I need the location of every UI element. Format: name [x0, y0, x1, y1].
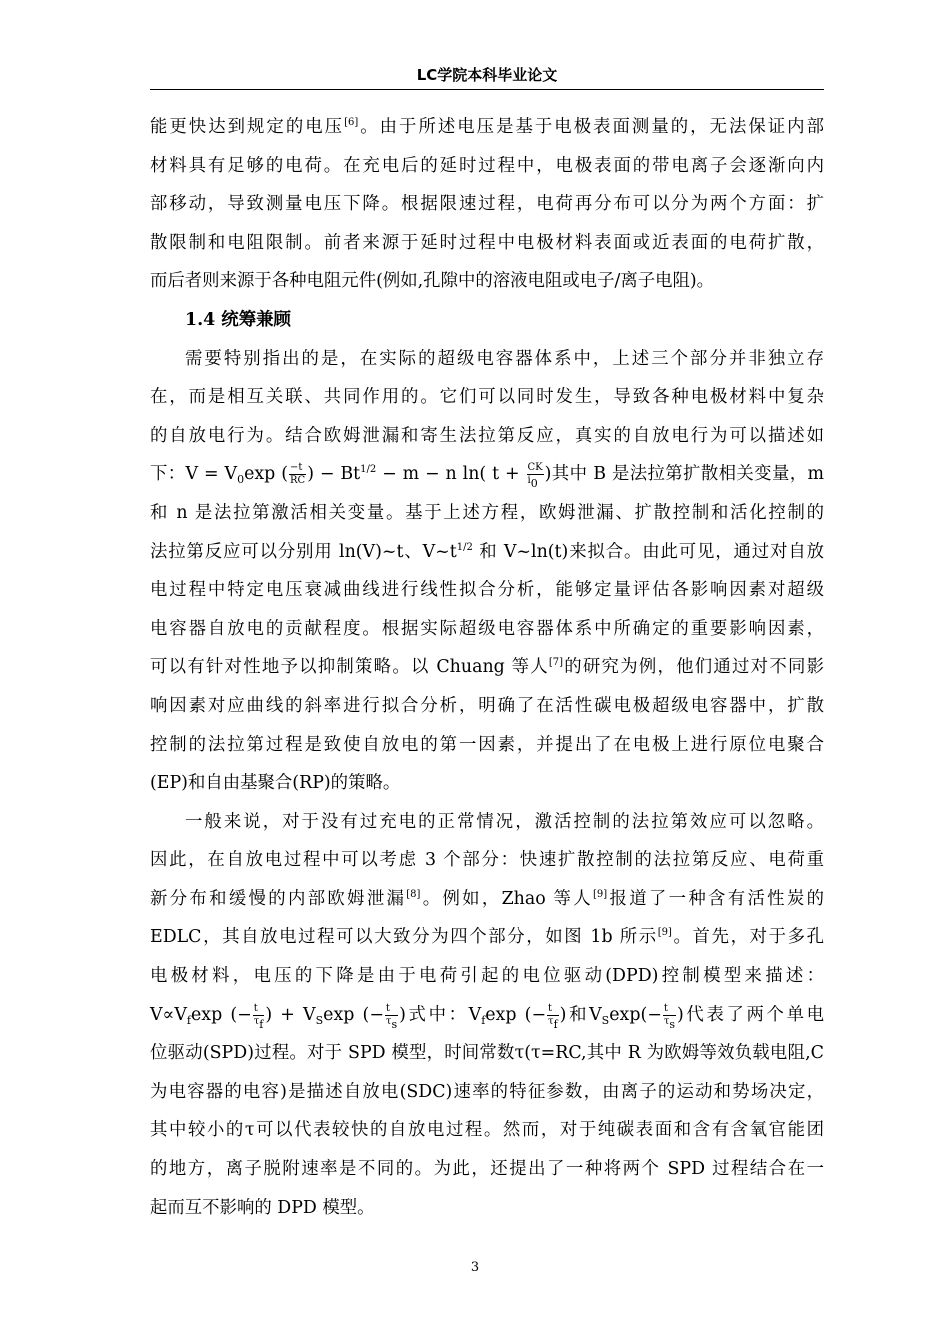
- p2-line-8: 电容器自放电的贡献程度。根据实际超级电容器体系中所确定的重要影响因素，: [150, 618, 824, 639]
- fraction: $\frac{CK}{i_0}$: [527, 462, 543, 491]
- p2-line-1: 需要特别指出的是，在实际的超级电容器体系中，上述三个部分并非独立存: [185, 348, 824, 369]
- citation: [8]: [406, 888, 421, 900]
- p3-line-5: 电极材料，电压的下降是由于电荷引起的电位驱动(DPD)控制模型来描述：: [150, 966, 824, 987]
- p2-line-4-equation: 下：$V = V_0\exp$ ( $\frac{-t}{RC}$ ) − $Bt^{1/2} - m - n$ ln( t + $\frac{CK}{i_0}$ )其中 B 是法拉第扩散相关变量，m: [150, 462, 824, 491]
- p2-line-11: 控制的法拉第过程是致使自放电的第一因素，并提出了在电极上进行原位电聚合: [150, 734, 824, 755]
- citation: [9]: [592, 888, 608, 900]
- p3-line-9: 其中较小的τ可以代表较快的自放电过程。然而，对于纯碳表面和含有含氧官能团: [150, 1120, 824, 1141]
- p1-line-4: 散限制和电阻限制。前者来源于延时过程中电极材料表面或近表面的电荷扩散，: [150, 232, 824, 253]
- p1-line-3: 部移动，导致测量电压下降。根据限速过程，电荷再分布可以分为两个方面：扩: [150, 194, 824, 215]
- p2-line-7: 电过程中特定电压衰减曲线进行线性拟合分析，能够定量评估各影响因素对超级: [150, 580, 824, 601]
- p3-line-1: 一般来说，对于没有过充电的正常情况，激活控制的法拉第效应可以忽略。: [185, 811, 824, 832]
- p1-line-5: 而后者则来源于各种电阻元件(例如,孔隙中的溶液电阻或电子/离子电阻)。: [150, 271, 715, 292]
- p2-line-2: 在，而是相互关联、共同作用的。它们可以同时发生，导致各种电极材料中复杂: [150, 387, 824, 408]
- fraction: $\frac{t}{\tau_s}$: [385, 1002, 398, 1031]
- fraction: $\frac{-t}{RC}$: [290, 462, 306, 487]
- citation: [6]: [344, 117, 359, 128]
- p3-line-3: 新分布和缓慢的内部欧姆泄漏[8]。例如，Zhao 等人[9]报道了一种含有活性炭的: [150, 888, 824, 909]
- p1-line-2: 材料具有足够的电荷。在充电后的延时过程中，电极表面的带电离子会逐渐向内: [150, 155, 824, 176]
- p2-line-3: 的自放电行为。结合欧姆泄漏和寄生法拉第反应，真实的自放电行为可以描述如: [150, 425, 824, 446]
- body-text: [150, 108, 824, 1227]
- p3-line-7: 位驱动(SPD)过程。对于 SPD 模型，时间常数τ(τ=RC,其中 R 为欧姆等效负载电阻,C: [150, 1043, 824, 1064]
- citation: [7]: [548, 657, 564, 669]
- section-heading: 1.4 统筹兼顾: [185, 309, 291, 330]
- header-rule: [150, 89, 824, 90]
- p2-line-12: (EP)和自由基聚合(RP)的策略。: [150, 773, 401, 794]
- p3-line-4: EDLC，其自放电过程可以大致分为四个部分，如图 1b 所示[9]。首先，对于多孔: [150, 927, 824, 948]
- p3-line-11: 起而互不影响的 DPD 模型。: [150, 1197, 375, 1218]
- fraction: $\frac{t}{\tau_s}$: [663, 1002, 676, 1031]
- p2-line-6: 法拉第反应可以分别用 ln(V)~t、$V\sim t^{1/2}$ 和 V~ln(t)来拟合。由此可见，通过对自放: [150, 541, 824, 562]
- fraction: $\frac{t}{\tau_f}$: [548, 1002, 558, 1031]
- p3-line-6-equation: $V\propto V_f\exp$ (− $\frac{t}{\tau_f}$ ) + $V_S\exp$ (− $\frac{t}{\tau_s}$ )式中：$V_f\exp$ (− $\frac{t}{\tau_f}$ )和$V_S\exp(-$ $\frac{t}{\tau_s}$ )代表了两个单电: [150, 1002, 824, 1031]
- p3-line-10: 的地方，离子脱附速率是不同的。为此，还提出了一种将两个 SPD 过程结合在一: [150, 1159, 824, 1180]
- running-header: LC学院本科毕业论文: [416, 66, 558, 84]
- p3-line-8: 为电容器的电容)是描述自放电(SDC)速率的特征参数，由离子的运动和势场决定，: [150, 1081, 824, 1102]
- p2-line-9: 可以有针对性地予以抑制策略。以 Chuang 等人[7]的研究为例，他们通过对不同影: [150, 657, 824, 678]
- p1-line-1: 能更快达到规定的电压[6]。由于所述电压是基于电极表面测量的，无法保证内部: [150, 117, 824, 137]
- fraction: $\frac{t}{\tau_f}$: [253, 1002, 264, 1031]
- p2-line-5: 和 n 是法拉第激活相关变量。基于上述方程，欧姆泄漏、扩散控制和活化控制的: [150, 502, 824, 523]
- p2-line-10: 响因素对应曲线的斜率进行拟合分析，明确了在活性碳电极超级电容器中，扩散: [150, 695, 824, 716]
- page-number: 3: [470, 1260, 480, 1275]
- p3-line-2: 因此，在自放电过程中可以考虑 3 个部分：快速扩散控制的法拉第反应、电荷重: [150, 850, 824, 871]
- citation: [9]: [657, 927, 672, 939]
